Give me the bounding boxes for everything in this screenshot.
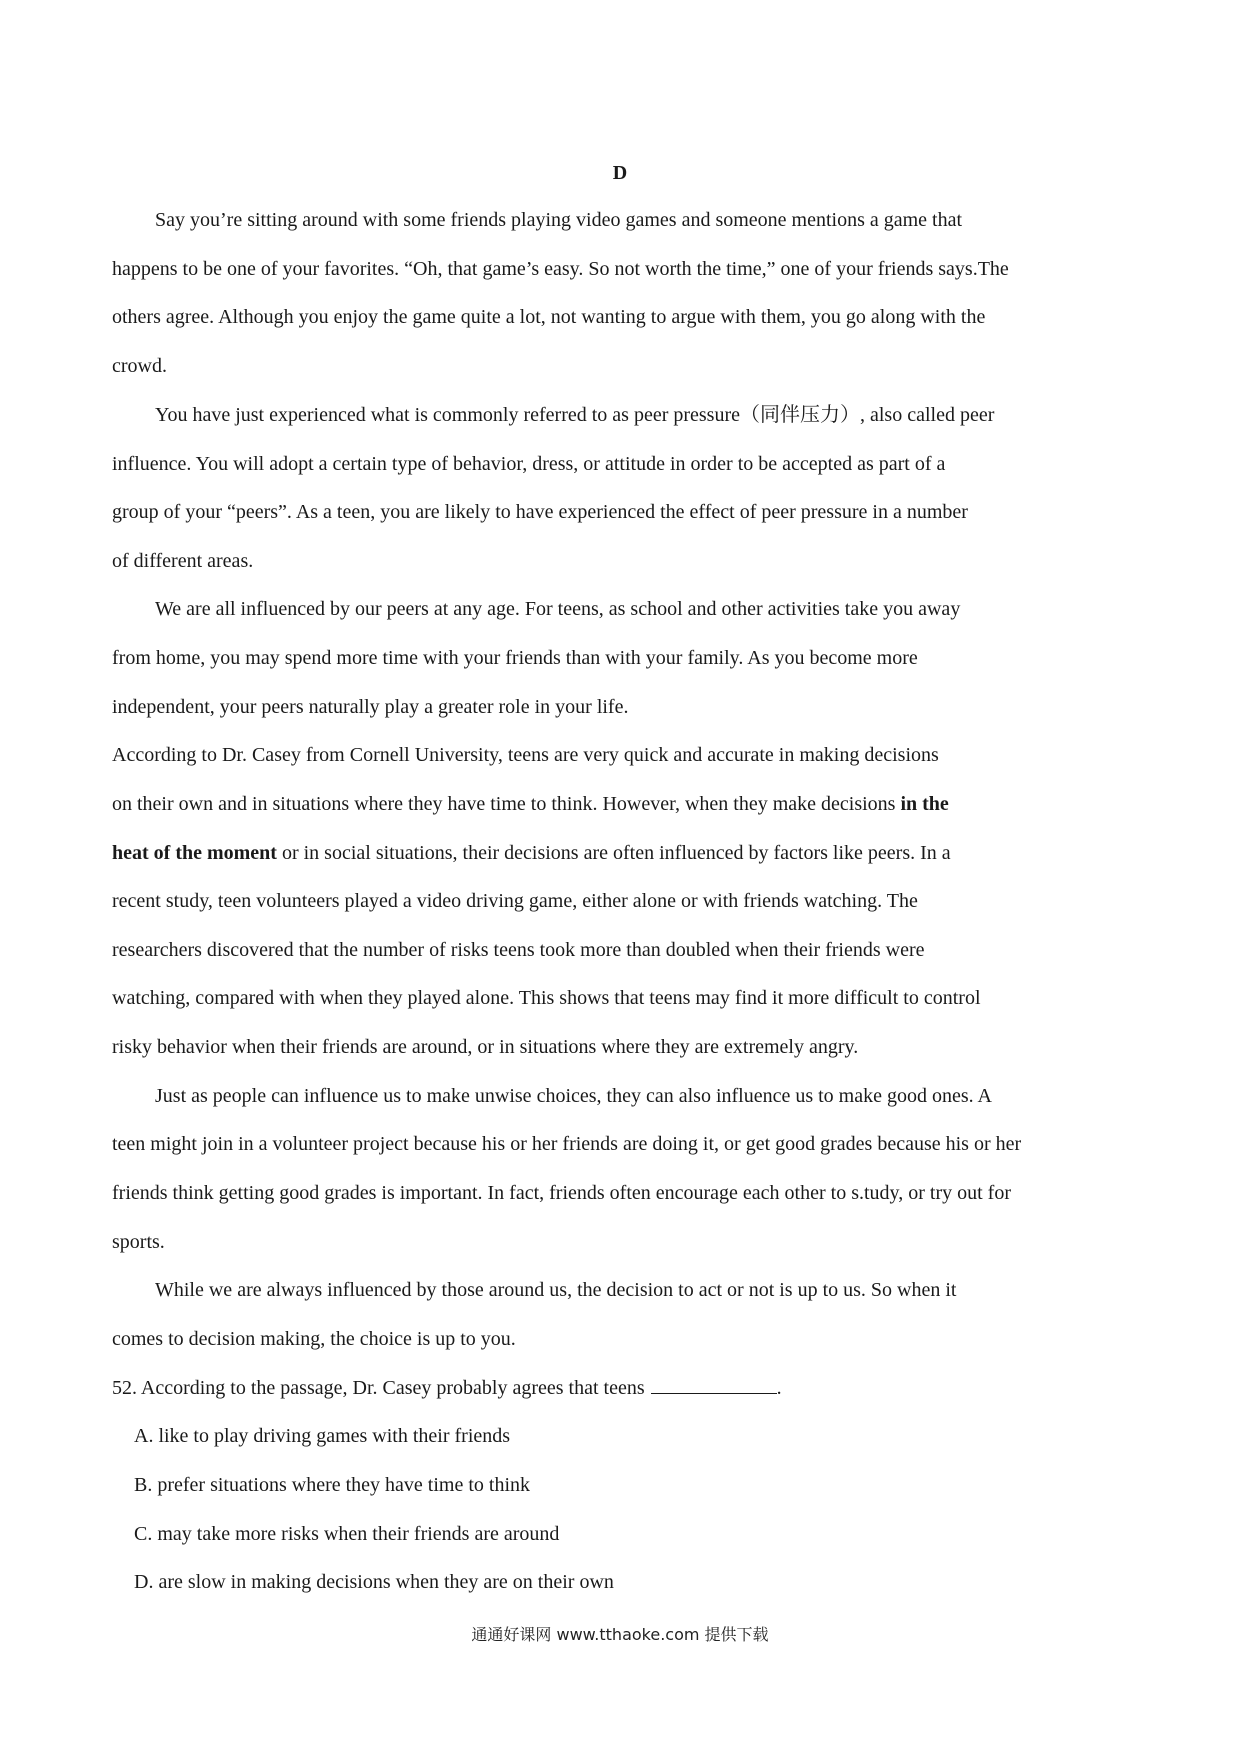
bold-phrase-part-2: heat of the moment <box>112 842 277 864</box>
paragraph-2-line-4: of different areas. <box>112 550 254 572</box>
paragraph-4-line-2 <box>112 789 949 819</box>
page-footer: 通通好课网 www.tthaoke.com 提供下载 <box>471 1625 769 1644</box>
question-stem <box>112 1373 782 1403</box>
paragraph-3-line-1: We are all influenced by our peers at any age. For teens, as school and other activities take you away <box>155 598 961 620</box>
paragraph-1-line-3: others agree. Although you enjoy the game quite a lot, not wanting to argue with them, you go along with the <box>112 306 986 328</box>
paragraph-2-line-3: group of your “peers”. As a teen, you are likely to have experienced the effect of peer pressure in a number <box>112 501 968 523</box>
paragraph-3-line-2: from home, you may spend more time with your friends than with your family. As you become more <box>112 647 918 669</box>
paragraph-6-line-1: While we are always influenced by those around us, the decision to act or not is up to us. So when it <box>155 1279 957 1301</box>
paragraph-5-line-3: friends think getting good grades is important. In fact, friends often encourage each other to s.tudy, or try out for <box>112 1182 1012 1204</box>
paragraph-5-line-1: Just as people can influence us to make unwise choices, they can also influence us to make good ones. A <box>155 1085 992 1107</box>
answer-blank <box>651 1373 777 1394</box>
paragraph-4-line-3 <box>112 838 951 868</box>
question-stem-period: . <box>776 1377 782 1399</box>
paragraph-4-line-5: researchers discovered that the number of risks teens took more than doubled when their friends were <box>112 939 925 961</box>
bold-phrase-part-1: in the <box>900 793 949 815</box>
paragraph-2-line-2: influence. You will adopt a certain type of behavior, dress, or attitude in order to be accepted as part of a <box>112 453 946 475</box>
option-c: C. may take more risks when their friends are around <box>134 1523 560 1545</box>
paragraph-1-line-4: crowd. <box>112 355 167 377</box>
option-b: B. prefer situations where they have time to think <box>134 1474 531 1496</box>
question-stem-text: 52. According to the passage, Dr. Casey probably agrees that teens <box>112 1377 645 1399</box>
paragraph-3-line-3: independent, your peers naturally play a greater role in your life. <box>112 696 629 718</box>
paragraph-4-line-1: According to Dr. Casey from Cornell University, teens are very quick and accurate in making decisions <box>112 744 939 766</box>
paragraph-2-line-1: You have just experienced what is commonly referred to as peer pressure（同伴压力）, also called peer <box>155 404 995 426</box>
paragraph-1-line-1: Say you’re sitting around with some friends playing video games and someone mentions a game that <box>155 209 963 231</box>
paragraph-4-line-6: watching, compared with when they played alone. This shows that teens may find it more difficult to control <box>112 987 981 1009</box>
paragraph-1-line-2: happens to be one of your favorites. “Oh, that game’s easy. So not worth the time,” one of your friends says.The <box>112 258 1009 280</box>
paragraph-4-line-3-text: or in social situations, their decisions are often influenced by factors like peers. In a <box>276 842 951 864</box>
option-a: A. like to play driving games with their friends <box>134 1425 511 1447</box>
paragraph-5-line-2: teen might join in a volunteer project because his or her friends are doing it, or get good grades because his or her <box>112 1133 1022 1155</box>
paragraph-4-line-2-text: on their own and in situations where they have time to think. However, when they make decisions <box>112 793 901 815</box>
section-title: D <box>612 162 628 184</box>
paragraph-6-line-2: comes to decision making, the choice is up to you. <box>112 1328 516 1350</box>
paragraph-5-line-4: sports. <box>112 1231 165 1253</box>
option-d: D. are slow in making decisions when they are on their own <box>134 1571 614 1593</box>
paragraph-4-line-7: risky behavior when their friends are around, or in situations where they are extremely angry. <box>112 1036 859 1058</box>
paragraph-4-line-4: recent study, teen volunteers played a video driving game, either alone or with friends watching. The <box>112 890 918 912</box>
